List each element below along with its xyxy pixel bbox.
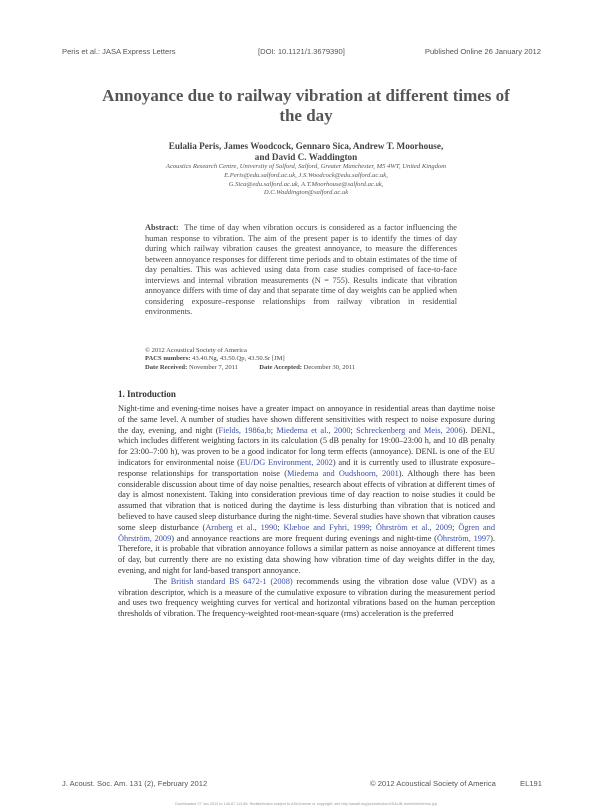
paragraph-text: ). Although there has been considerable discussion about time of day noise penalties, research about effects of vibration at different times of day is almost nonexistent. Taking into consideration previous time of day reaction to noise studies it could be assumed that vibration that is noticed during the daytime is less disturbing than vibration that is noticed and believed to have caused sleep disturbance during the night-time. Several studies have shown that vibration causes some sleep disturbance ( xyxy=(118,468,495,532)
section-heading: 1. Introduction xyxy=(118,389,176,399)
paper-title: Annoyance due to railway vibration at different times of the day xyxy=(102,86,510,125)
paragraph-text: ; xyxy=(350,425,357,435)
pacs-numbers: 43.40.Ng, 43.50.Qp, 43.50.Sr [JM] xyxy=(192,355,285,362)
affiliation-line-1: Acoustics Research Centre, University of Salford, Salford, Greater Manchester, M5 4WT, United Kingdom xyxy=(165,163,447,170)
author-line-1: Eulalia Peris, James Woodcock, Gennaro Sica, Andrew T. Moorhouse, xyxy=(168,141,444,151)
paragraph-text: ). DENL, which includes different weighting factors in its calculation (5 dB penalty for 19:00–23:00 h, and 10 dB penalty for 23:00–7:00 h), was proven to be a good indicator for long term effects (annoyance). DENL is one of the EU indicators for environmental noise ( xyxy=(118,425,495,467)
date-accepted-label: Date Accepted: xyxy=(259,364,302,371)
affiliation-block xyxy=(100,163,512,198)
citation-link[interactable]: Schreckenberg and Meis, 2006 xyxy=(356,425,463,435)
affiliation-line-2: E.Peris@edu.salford.ac.uk, J.S.Woodcock@edu.salford.ac.uk, xyxy=(224,171,388,179)
date-received-label: Date Received: xyxy=(145,364,188,371)
citation-link[interactable]: EU/DG Environment, 2002 xyxy=(239,457,333,467)
author-list xyxy=(100,141,512,163)
citation-link[interactable]: Öhrström, 1997 xyxy=(436,533,491,543)
affiliation-line-3: G.Sica@edu.salford.ac.uk, A.T.Moorhouse@salford.ac.uk, xyxy=(228,180,384,188)
copyright-line: © 2012 Acoustical Society of America xyxy=(145,347,247,354)
footer-copyright: © 2012 Acoustical Society of America xyxy=(370,779,496,788)
paragraph-text: ) and it is currently used to illustrate exposure–response relationships for transportation noise ( xyxy=(118,457,495,478)
date-accepted: December 30, 2011 xyxy=(303,364,356,371)
running-header-published: Published Online 26 January 2012 xyxy=(424,47,541,56)
citation-link[interactable]: Arnberg et al., 1990 xyxy=(205,522,278,532)
paragraph-2 xyxy=(118,577,495,620)
download-note: Downloaded 27 Jan 2012 to 146.87.113.86. Redistribution subject to ASA license or copyright; see http://asadl.org/journals/doc/ASALIB-home/info/terms.jsp xyxy=(175,802,437,806)
footer-page-number: EL191 xyxy=(520,779,542,788)
running-header-doi[interactable]: [DOI: 10.1121/1.3679390] xyxy=(258,47,345,56)
abstract-text: The time of day when vibration occurs is considered as a factor influencing the human response to vibration. The aim of the present paper is to identify the times of day during which railway vibration causes the greatest annoyance, to measure the differences between annoyance responses for different time periods and to obtain estimates of the time of day penalties. This was achieved using data from case studies comprised of face-to-face interviews and internal vibration measurements (N = 755). Results indicate that vibration annoyance differs with time of day and that separate time of day weights can be applied when considering exposure–response relationships from railway vibration in residential environments. xyxy=(145,223,457,316)
citation-link[interactable]: Miedema et al., 2000 xyxy=(276,425,351,435)
paragraph-1 xyxy=(118,404,495,577)
date-received: November 7, 2011 xyxy=(188,364,238,371)
paragraph-text: ; xyxy=(369,522,376,532)
abstract xyxy=(145,223,457,318)
citation-link[interactable]: Öhrström et al., 2009 xyxy=(375,522,453,532)
pacs-label: PACS numbers: xyxy=(145,355,191,362)
citation-link[interactable]: Miedema and Oudshoorn, 2001 xyxy=(286,468,399,478)
paragraph-text: ; xyxy=(270,425,277,435)
paragraph-text: ) and annoyance reactions are more frequent during evenings and night-time ( xyxy=(171,533,437,543)
citation-link[interactable]: Fields, 1986a,b xyxy=(218,425,271,435)
paragraph-text: ; xyxy=(277,522,284,532)
abstract-label: Abstract: xyxy=(145,223,179,232)
citation-link[interactable]: British standard BS 6472-1 (2008) xyxy=(170,576,293,586)
dates-line xyxy=(145,364,465,373)
paragraph-text: ; xyxy=(452,522,459,532)
paragraph-text: ). Therefore, it is probable that vibration annoyance follows a similar pattern as noise annoyance at different times of day, but currently there are no existing data showing how vibration time of day weights differ in the day, evening, and night for land-based transport annoyance. xyxy=(118,533,496,575)
paragraph-text: The xyxy=(154,576,171,586)
footer-citation: J. Acoust. Soc. Am. 131 (2), February 2012 xyxy=(62,779,208,788)
citation-link[interactable]: Ögren and Öhrström, 2009 xyxy=(118,522,495,543)
author-line-2: and David C. Waddington xyxy=(254,152,358,162)
body-text xyxy=(118,404,495,620)
running-header-journal: Peris et al.: JASA Express Letters xyxy=(62,47,176,56)
affiliation-line-4: D.C.Waddington@salford.ac.uk xyxy=(263,189,349,197)
pacs-line xyxy=(145,355,465,364)
paragraph-text: recommends using the vibration dose value (VDV) as a vibration descriptor, which is a measure of the cumulative exposure to vibration during the measurement period and uses two frequency weighting curves for vertical and horizontal vibrations based on the human perception thresholds of vibration. The frequency-weighted root-mean-square (rms) acceleration is the preferred xyxy=(118,576,495,619)
paragraph-text: Night-time and evening-time noises have a greater impact on annoyance in residential areas than daytime noise of the same level. A number of studies have shown different sensitivities with respect to noise exposure during the day, evening, and night ( xyxy=(118,404,495,435)
citation-link[interactable]: Klæboe and Fyhri, 1999 xyxy=(283,522,370,532)
